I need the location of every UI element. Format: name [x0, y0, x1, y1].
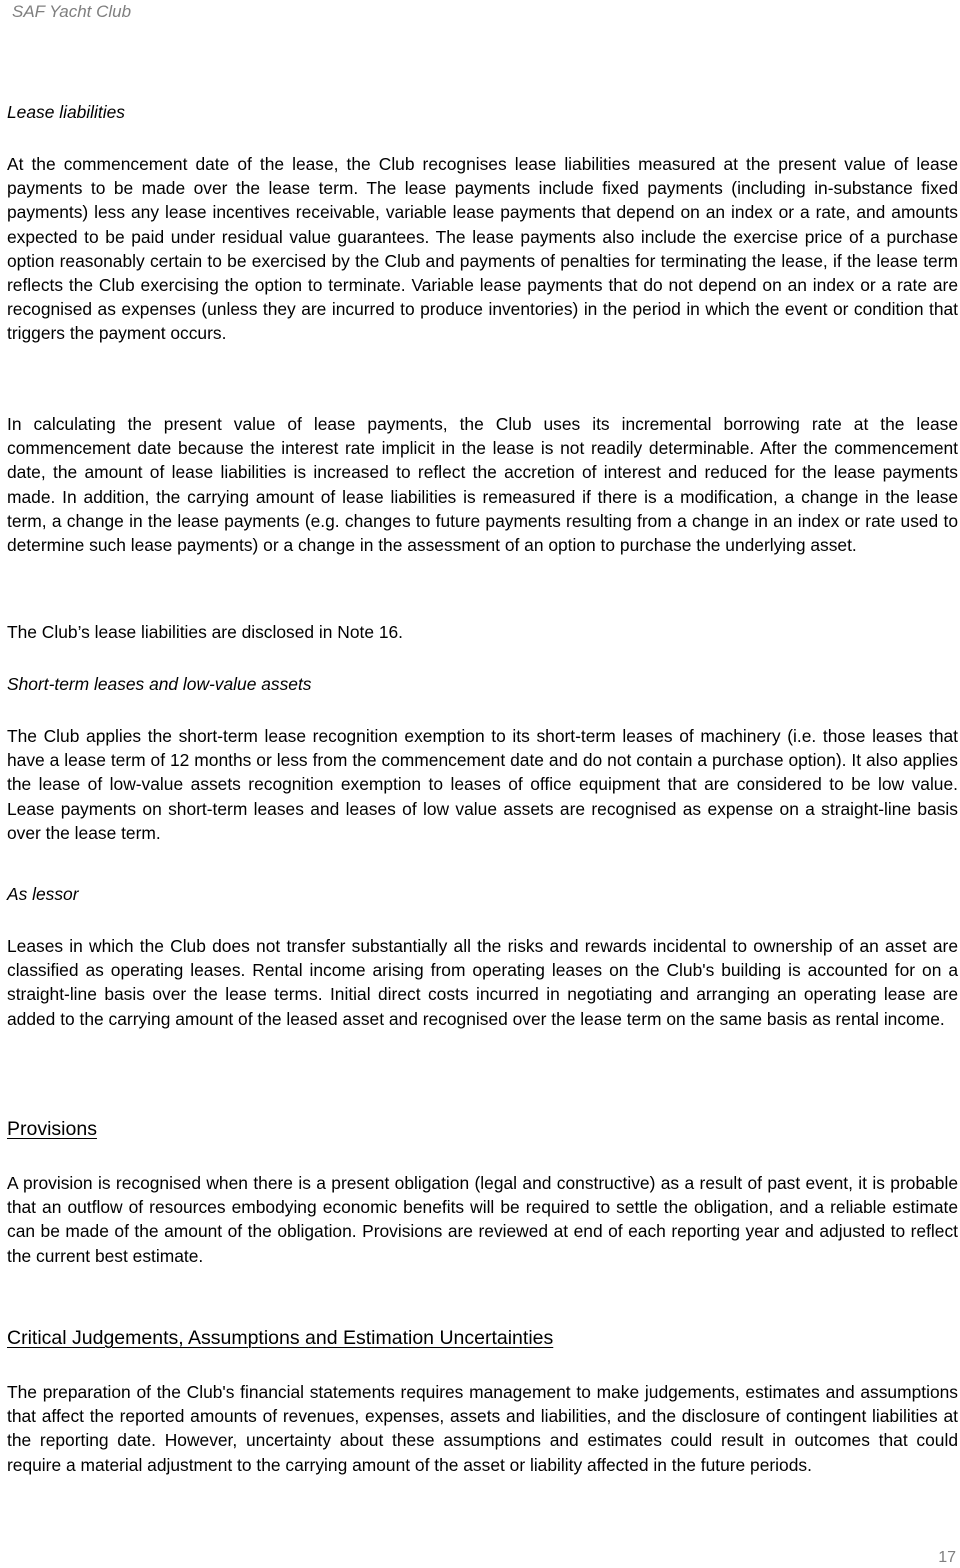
provisions-heading: Provisions: [7, 1118, 97, 1140]
lease-liabilities-paragraph-1: At the commencement date of the lease, the Club recognises lease liabilities measured at the present value of lease payments to be made over the lease term. The lease payments include fixed payments (including in-substance fixed payments) less any lease incentives receivable, variable lease payments that depend on an index or a rate, and amounts expected to be paid under residual value guarantees. The lease payments also include the exercise price of a purchase option reasonably certain to be exercised by the Club and payments of penalties for terminating the lease, if the lease term reflects the Club exercising the option to terminate. Variable lease payments that do not depend on an index or a rate are recognised as expenses (unless they are incurred to produce inventories) in the period in which the event or condition that triggers the payment occurs.: [7, 154, 958, 344]
page-number: 17: [938, 1549, 956, 1566]
critical-judgements-heading: Critical Judgements, Assumptions and Estimation Uncertainties: [7, 1327, 554, 1349]
lease-liabilities-note-reference: The Club’s lease liabilities are disclosed in Note 16.: [7, 622, 404, 642]
as-lessor-heading: As lessor: [7, 884, 79, 904]
lease-liabilities-paragraph-2: In calculating the present value of lease payments, the Club uses its incremental borrowing rate at the lease commencement date because the interest rate implicit in the lease is not readily determinable. After the commencement date, the amount of lease liabilities is increased to reflect the accretion of interest and reduced for the lease payments made. In addition, the carrying amount of lease liabilities is remeasured if there is a modification, a change in the lease term, a change in the lease payments (e.g. changes to future payments resulting from a change in an index or rate used to determine such lease payments) or a change in the assessment of an option to purchase the underlying asset.: [7, 414, 958, 556]
short-term-leases-heading: Short-term leases and low-value assets: [7, 674, 312, 694]
lease-liabilities-heading: Lease liabilities: [7, 102, 125, 122]
short-term-leases-paragraph: The Club applies the short-term lease recognition exemption to its short-term leases of machinery (i.e. those leases that have a lease term of 12 months or less from the commencement date and do not contain a purchase option). It also applies the lease of low-value assets recognition exemption to leases of office equipment that are considered to be low value. Lease payments on short-term leases and leases of low value assets are recognised as expense on a straight-line basis over the lease term.: [7, 726, 958, 843]
provisions-paragraph: A provision is recognised when there is a present obligation (legal and constructive) as a result of past event, it is probable that an outflow of resources embodying economic benefits will be required to settle the obligation, and a reliable estimate can be made of the amount of the obligation. Provisions are reviewed at end of each reporting year and adjusted to reflect the current best estimate.: [7, 1173, 958, 1266]
critical-judgements-paragraph: The preparation of the Club's financial statements requires management to make judgements, estimates and assumptions that affect the reported amounts of revenues, expenses, assets and liabilities, and the disclosure of contingent liabilities at the reporting date. However, uncertainty about these assumptions and estimates could result in outcomes that could require a material adjustment to the carrying amount of the asset or liability affected in the future periods.: [7, 1382, 958, 1475]
running-header-title: SAF Yacht Club: [12, 2, 132, 21]
as-lessor-paragraph: Leases in which the Club does not transfer substantially all the risks and rewards incidental to ownership of an asset are classified as operating leases. Rental income arising from operating leases on the Club's building is accounted for on a straight-line basis over the lease terms. Initial direct costs incurred in negotiating and arranging an operating lease are added to the carrying amount of the leased asset and recognised over the lease term on the same basis as rental income.: [7, 936, 958, 1029]
